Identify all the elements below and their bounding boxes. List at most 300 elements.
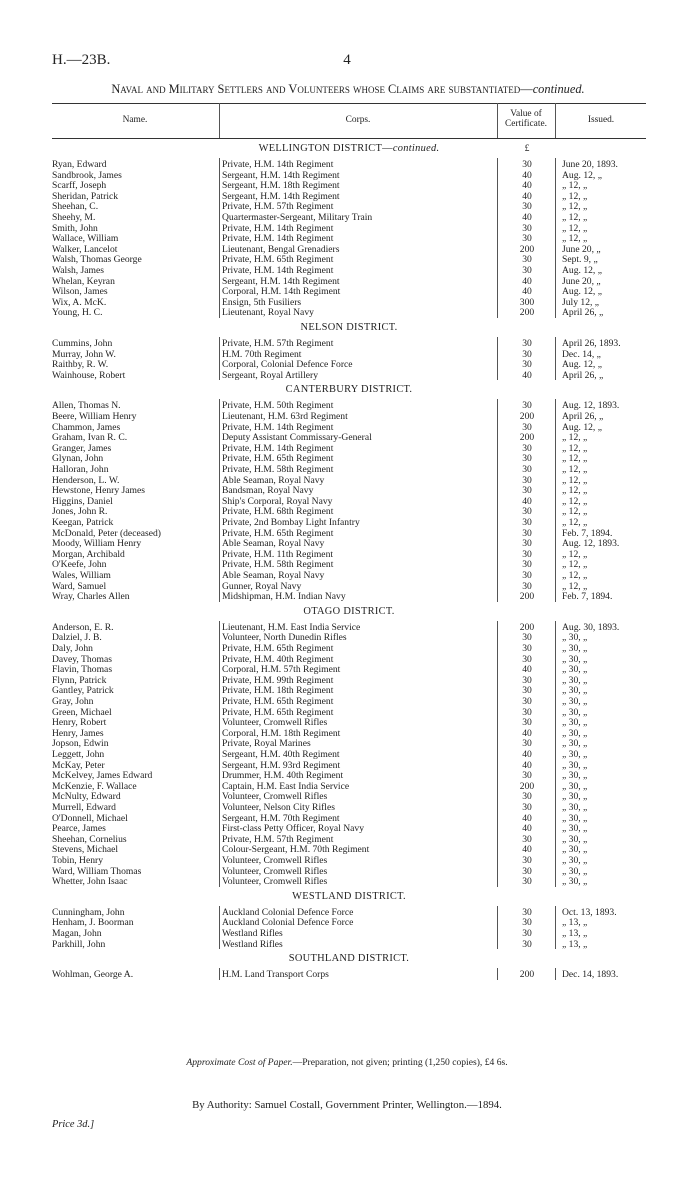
issued-date: „ 30, „: [562, 876, 588, 888]
certificate-value: 30: [522, 400, 532, 412]
issued-date: „ 30, „: [562, 632, 588, 644]
issued-date: „ 30, „: [562, 812, 588, 824]
issued-date: „ 30, „: [562, 770, 588, 782]
col-divider: [555, 906, 556, 949]
certificate-value: 30: [522, 453, 532, 465]
table-row: [52, 212, 646, 223]
certificate-value: 40: [522, 180, 532, 192]
table-row: [52, 528, 646, 539]
corps-cell: Private, H.M. 14th Regiment: [222, 442, 334, 454]
district-title: WESTLAND DISTRICT.: [292, 890, 406, 902]
certificate-value: 40: [522, 275, 532, 287]
certificate-value: 30: [522, 770, 532, 782]
certificate-value: 30: [522, 632, 532, 644]
issued-date: „ 30, „: [562, 664, 588, 676]
col-divider: [497, 337, 498, 380]
corps-cell: Auckland Colonial Defence Force: [222, 906, 354, 918]
corps-cell: Private, H.M. 50th Regiment: [222, 400, 334, 412]
certificate-value: 40: [522, 727, 532, 739]
col-divider: [497, 399, 498, 601]
corps-cell: Private, Royal Marines: [222, 738, 311, 750]
issued-date: Feb. 7, 1894.: [562, 527, 613, 539]
certificate-value: 30: [522, 580, 532, 592]
corps-cell: Colour-Sergeant, H.M. 70th Regiment: [222, 844, 370, 856]
corps-cell: Private, H.M. 65th Regiment: [222, 643, 334, 654]
settler-name: Cunningham, John: [52, 906, 125, 918]
col-divider: [555, 337, 556, 380]
corps-cell: Gunner, Royal Navy: [222, 580, 302, 592]
table-row: [52, 233, 646, 244]
corps-cell: Volunteer, Cromwell Rifles: [222, 717, 328, 729]
corps-cell: Sergeant, H.M. 14th Regiment: [222, 169, 340, 181]
certificate-value: 30: [522, 717, 532, 729]
col-divider: [219, 906, 220, 949]
table-row: [52, 349, 646, 360]
corps-cell: Ensign, 5th Fusiliers: [222, 296, 302, 308]
certificate-value: 30: [522, 653, 532, 665]
corps-cell: Sergeant, H.M. 18th Regiment: [222, 180, 340, 192]
settler-name: Parkhill, John: [52, 938, 106, 950]
settler-name: Granger, James: [52, 442, 112, 454]
table-row: [52, 876, 646, 887]
corps-cell: Westland Rifles: [222, 938, 283, 950]
corps-cell: Private, H.M. 57th Regiment: [222, 338, 334, 349]
col-divider: [219, 337, 220, 380]
certificate-value: 40: [522, 812, 532, 824]
certificate-value: 30: [522, 865, 532, 877]
corps-cell: Private, H.M. 65th Regiment: [222, 453, 334, 465]
table-row: [52, 475, 646, 486]
table-row: [52, 453, 646, 464]
caption-continued: continued.: [532, 82, 585, 96]
corps-cell: Sergeant, H.M. 14th Regiment: [222, 275, 340, 287]
issued-date: „ 30, „: [562, 685, 588, 697]
corps-cell: Private, H.M. 57th Regiment: [222, 833, 334, 845]
issued-date: „ 30, „: [562, 802, 588, 813]
settler-name: Scarff, Joseph: [52, 180, 107, 192]
table-row: [52, 223, 646, 234]
table-row: [52, 738, 646, 749]
issued-date: „ 12, „: [562, 474, 588, 486]
col-divider: [219, 158, 220, 318]
col-divider: [497, 103, 498, 138]
district-title: NELSON DISTRICT.: [300, 322, 398, 333]
settler-name: Allen, Thomas N.: [52, 400, 121, 412]
printer-authority: By Authority: Samuel Costall, Government Printer, Wellington.—1894.: [192, 1099, 502, 1111]
settler-name: Ward, Samuel: [52, 580, 107, 592]
certificate-value: 30: [522, 421, 532, 433]
issued-date: „ 30, „: [562, 706, 588, 718]
settler-name: Gray, John: [52, 696, 94, 707]
issued-date: „ 12, „: [562, 559, 588, 571]
certificate-value: 30: [522, 791, 532, 803]
certificate-value: 30: [522, 254, 532, 266]
issued-date: Aug. 12, „: [562, 169, 602, 181]
issued-date: „ 30, „: [562, 727, 588, 739]
table-row: [52, 581, 646, 592]
corps-cell: Lieutenant, H.M. East India Service: [222, 621, 361, 633]
table-row: [52, 254, 646, 265]
settler-name: Stevens, Michael: [52, 844, 119, 856]
issued-date: April 26, 1893.: [562, 338, 621, 349]
issued-date: June 20, „: [562, 243, 601, 255]
corps-cell: Midshipman, H.M. Indian Navy: [222, 591, 346, 603]
settler-name: McKay, Peter: [52, 759, 105, 771]
issued-date: Aug. 12, „: [562, 359, 602, 371]
settler-name: Green, Michael: [52, 706, 112, 718]
certificate-value: 30: [522, 201, 532, 213]
table-row: [52, 917, 646, 928]
issued-date: „ 30, „: [562, 759, 588, 771]
certificate-value: 30: [522, 517, 532, 528]
page-header: [52, 52, 642, 72]
table-row: [52, 276, 646, 287]
corps-cell: Corporal, Colonial Defence Force: [222, 359, 353, 371]
col-divider: [219, 399, 220, 601]
table-top-rule: [52, 103, 646, 104]
settler-name: Sheridan, Patrick: [52, 190, 119, 202]
certificate-value: 30: [522, 348, 532, 360]
issued-date: „ 12, „: [562, 485, 588, 497]
table-row: [52, 813, 646, 824]
table-row: [52, 359, 646, 370]
settler-name: Smith, John: [52, 222, 98, 234]
page-number: 4: [343, 52, 351, 68]
col-header-issued: Issued.: [587, 115, 615, 125]
settler-name: Henderson, L. W.: [52, 474, 120, 486]
settler-name: Wales, William: [52, 570, 111, 581]
corps-cell: Private, H.M. 14th Regiment: [222, 421, 334, 433]
table-row: [52, 201, 646, 212]
issued-date: Aug. 30, 1893.: [562, 621, 620, 633]
corps-cell: Lieutenant, Bengal Grenadiers: [222, 243, 340, 255]
table-row: [52, 855, 646, 866]
corps-cell: H.M. 70th Regiment: [222, 348, 302, 360]
certificate-value: 30: [522, 538, 532, 550]
table-row: [52, 770, 646, 781]
certificate-value: 200: [519, 432, 535, 444]
certificate-value: 200: [519, 969, 535, 981]
issued-date: Aug. 12, 1893.: [562, 538, 620, 550]
certificate-value: 40: [522, 286, 532, 298]
district-title: SOUTHLAND DISTRICT.: [288, 953, 410, 965]
corps-cell: Private, H.M. 14th Regiment: [222, 233, 334, 245]
settler-name: Wilson, James: [52, 286, 108, 298]
issued-date: „ 12, „: [562, 548, 588, 560]
corps-cell: Sergeant, H.M. 40th Regiment: [222, 749, 340, 760]
issued-date: June 20, „: [562, 275, 601, 287]
settler-name: Tobin, Henry: [52, 855, 104, 866]
settler-name: O'Keefe, John: [52, 559, 107, 571]
issued-date: April 26, „: [562, 307, 604, 319]
issued-date: „ 13, „: [562, 917, 588, 929]
settler-name: Moody, William Henry: [52, 538, 142, 550]
price-note: Price 3d.]: [52, 1119, 95, 1130]
certificate-value: 30: [522, 159, 532, 170]
corps-cell: Auckland Colonial Defence Force: [222, 917, 354, 929]
certificate-value: 200: [519, 780, 535, 792]
issued-date: „ 12, „: [562, 201, 588, 213]
issued-date: „ 12, „: [562, 432, 588, 444]
district-heading: [52, 384, 646, 395]
settler-name: McKelvey, James Edward: [52, 770, 153, 782]
table-row: [52, 781, 646, 792]
table-row: [52, 728, 646, 739]
table-row: [52, 834, 646, 845]
certificate-value: 30: [522, 359, 532, 371]
certificate-value: 30: [522, 855, 532, 866]
corps-cell: Private, H.M. 58th Regiment: [222, 464, 334, 475]
table-row: [52, 517, 646, 528]
certificate-value: 40: [522, 495, 532, 507]
table-row: [52, 180, 646, 191]
issued-date: „ 12, „: [562, 495, 588, 507]
cost-label: Approximate Cost of Paper.: [186, 1057, 293, 1068]
issued-date: „ 30, „: [562, 833, 588, 845]
table-row: [52, 338, 646, 349]
table-row: [52, 307, 646, 318]
table-row: [52, 907, 646, 918]
district-heading: [52, 606, 646, 617]
table-row: [52, 496, 646, 507]
table-row: [52, 422, 646, 433]
settler-name: McDonald, Peter (deceased): [52, 527, 161, 539]
certificate-value: 40: [522, 369, 532, 381]
table-row: [52, 696, 646, 707]
issued-date: „ 13, „: [562, 938, 588, 950]
issued-date: „ 30, „: [562, 855, 588, 866]
issued-date: „ 12, „: [562, 180, 588, 192]
certificate-value: 30: [522, 222, 532, 234]
settler-name: Henry, Robert: [52, 717, 107, 729]
corps-cell: Private, H.M. 58th Regiment: [222, 559, 334, 571]
table-row: [52, 928, 646, 939]
corps-cell: Private, H.M. 65th Regiment: [222, 527, 334, 539]
corps-cell: Private, H.M. 14th Regiment: [222, 159, 334, 170]
certificate-value: 40: [522, 823, 532, 835]
settler-name: Jopson, Edwin: [52, 738, 109, 750]
corps-cell: Lieutenant, H.M. 63rd Regiment: [222, 411, 348, 422]
corps-cell: Able Seaman, Royal Navy: [222, 538, 325, 550]
settler-name: Henry, James: [52, 727, 104, 739]
issued-date: „ 12, „: [562, 222, 588, 234]
settler-name: Walker, Lancelot: [52, 243, 118, 255]
table-row: [52, 969, 646, 980]
certificate-value: 40: [522, 844, 532, 856]
settler-name: Dalziel, J. B.: [52, 632, 102, 644]
table-row: [52, 707, 646, 718]
table-row: [52, 506, 646, 517]
settler-name: Halloran, John: [52, 464, 109, 475]
corps-cell: Private, H.M. 40th Regiment: [222, 653, 334, 665]
col-divider: [219, 103, 220, 138]
certificate-value: 200: [519, 621, 535, 633]
table-row: [52, 622, 646, 633]
table-row: [52, 823, 646, 834]
issued-date: „ 12, „: [562, 464, 588, 475]
settler-name: Sheehan, C.: [52, 201, 99, 213]
settler-name: Sandbrook, James: [52, 169, 122, 181]
issued-date: „ 30, „: [562, 674, 588, 686]
table-row: [52, 191, 646, 202]
corps-cell: H.M. Land Transport Corps: [222, 969, 329, 981]
table-row: [52, 643, 646, 654]
issued-date: April 26, „: [562, 411, 604, 422]
settler-name: Leggett, John: [52, 749, 105, 760]
corps-cell: Sergeant, H.M. 14th Regiment: [222, 190, 340, 202]
certificate-value: 30: [522, 706, 532, 718]
issued-date: „ 30, „: [562, 749, 588, 760]
certificate-value: 30: [522, 928, 532, 939]
settler-name: Ward, William Thomas: [52, 865, 142, 877]
corps-cell: Private, H.M. 65th Regiment: [222, 696, 334, 707]
settler-name: Anderson, E. R.: [52, 621, 114, 633]
table-row: [52, 591, 646, 602]
settler-name: Walsh, Thomas George: [52, 254, 142, 266]
issued-date: „ 12, „: [562, 453, 588, 465]
col-header-value: Value of Certificate.: [505, 109, 547, 129]
settler-name: Gantley, Patrick: [52, 685, 114, 697]
district-heading: [52, 953, 646, 964]
settler-name: Wray, Charles Allen: [52, 591, 130, 603]
certificate-value: 30: [522, 643, 532, 654]
settler-name: Sheehy, M.: [52, 212, 96, 223]
corps-cell: Private, H.M. 14th Regiment: [222, 265, 334, 276]
issued-date: „ 30, „: [562, 823, 588, 835]
table-row: [52, 791, 646, 802]
certificate-value: 40: [522, 664, 532, 676]
issued-date: „ 12, „: [562, 212, 588, 223]
settler-name: Glynan, John: [52, 453, 104, 465]
corps-cell: Private, 2nd Bombay Light Infantry: [222, 517, 360, 528]
settler-name: Magan, John: [52, 928, 102, 939]
issued-date: July 12, „: [562, 296, 600, 308]
issued-date: „ 12, „: [562, 580, 588, 592]
certificate-value: 30: [522, 548, 532, 560]
certificate-value: 200: [519, 411, 535, 422]
issued-date: Dec. 14, „: [562, 348, 601, 360]
issued-date: April 26, „: [562, 369, 604, 381]
certificate-value: 30: [522, 506, 532, 518]
issued-date: Aug. 12, „: [562, 421, 602, 433]
district-title: OTAGO DISTRICT.: [303, 605, 395, 617]
issued-date: June 20, 1893.: [562, 159, 618, 170]
settler-name: Murrell, Edward: [52, 802, 116, 813]
settler-name: Daly, John: [52, 643, 93, 654]
corps-cell: Sergeant, Royal Artillery: [222, 369, 319, 381]
col-header-name: Name.: [122, 115, 148, 125]
issued-date: „ 30, „: [562, 738, 588, 750]
settler-name: Flynn, Patrick: [52, 674, 107, 686]
district-title-suffix: continued.: [392, 143, 440, 154]
col-divider: [497, 906, 498, 949]
settler-name: Cummins, John: [52, 338, 113, 349]
settler-name: Wallace, William: [52, 233, 119, 245]
certificate-value: 30: [522, 738, 532, 750]
corps-cell: Volunteer, Cromwell Rifles: [222, 876, 328, 888]
certificate-value: 30: [522, 338, 532, 349]
settler-name: Murray, John W.: [52, 348, 116, 360]
corps-cell: Private, H.M. 68th Regiment: [222, 506, 334, 518]
settler-name: O'Donnell, Michael: [52, 812, 128, 824]
issued-date: „ 30, „: [562, 844, 588, 856]
table-row: [52, 802, 646, 813]
certificate-value: 40: [522, 759, 532, 771]
corps-cell: Corporal, H.M. 18th Regiment: [222, 727, 341, 739]
settler-name: Pearce, James: [52, 823, 106, 835]
issued-date: „ 30, „: [562, 696, 588, 707]
corps-cell: Westland Rifles: [222, 928, 283, 939]
corps-cell: Private, H.M. 65th Regiment: [222, 706, 334, 718]
issued-date: „ 12, „: [562, 506, 588, 518]
certificate-value: 30: [522, 485, 532, 497]
cost-note: [52, 1057, 642, 1068]
issued-date: „ 30, „: [562, 717, 588, 729]
certificate-value: 30: [522, 674, 532, 686]
table-row: [52, 538, 646, 549]
district-heading: [52, 322, 646, 333]
corps-cell: Volunteer, Nelson City Rifles: [222, 802, 335, 813]
issued-date: „ 30, „: [562, 643, 588, 654]
table-row: [52, 443, 646, 454]
issued-date: Aug. 12, 1893.: [562, 400, 620, 412]
certificate-value: 40: [522, 212, 532, 223]
settler-name: McNulty, Edward: [52, 791, 121, 803]
issued-date: „ 30, „: [562, 865, 588, 877]
corps-cell: Volunteer, Cromwell Rifles: [222, 791, 328, 803]
table-row: [52, 432, 646, 443]
settler-name: Higgins, Daniel: [52, 495, 113, 507]
settler-name: Morgan, Archibald: [52, 548, 125, 560]
settler-name: Young, H. C.: [52, 307, 103, 319]
settler-name: Beere, William Henry: [52, 411, 137, 422]
issued-date: Sept. 9, „: [562, 254, 598, 266]
settler-name: McKenzie, F. Wallace: [52, 780, 137, 792]
settler-name: Flavin, Thomas: [52, 664, 113, 676]
certificate-value: 200: [519, 243, 535, 255]
settler-name: Raithby, R. W.: [52, 359, 109, 371]
col-header-corps: Corps.: [345, 115, 371, 125]
corps-cell: Corporal, H.M. 57th Regiment: [222, 664, 341, 676]
certificate-value: 30: [522, 559, 532, 571]
settler-name: Walsh, James: [52, 265, 104, 276]
table-row: [52, 675, 646, 686]
corps-cell: Ship's Corporal, Royal Navy: [222, 495, 333, 507]
settler-name: Wohlman, George A.: [52, 969, 134, 981]
district-heading: [52, 891, 646, 902]
certificate-value: 30: [522, 265, 532, 276]
certificate-value: 30: [522, 906, 532, 918]
table-row: [52, 654, 646, 665]
issued-date: Dec. 14, 1893.: [562, 969, 619, 981]
table-row: [52, 939, 646, 950]
settler-name: Davey, Thomas: [52, 653, 112, 665]
col-divider: [497, 621, 498, 887]
cost-text: —Preparation, not given; printing (1,250 copies), £4 6s.: [292, 1057, 508, 1068]
col-divider: [219, 621, 220, 887]
table-row: [52, 286, 646, 297]
caption-main: Naval and Military Settlers and Volunteers whose Claims are substantiated—: [111, 82, 533, 96]
table-row: [52, 485, 646, 496]
corps-cell: Able Seaman, Royal Navy: [222, 474, 325, 486]
corps-cell: Private, H.M. 65th Regiment: [222, 254, 334, 266]
table-row: [52, 570, 646, 581]
issued-date: „ 13, „: [562, 928, 588, 939]
issued-date: „ 12, „: [562, 517, 588, 528]
corps-cell: Bandsman, Royal Navy: [222, 485, 314, 497]
corps-cell: Private, H.M. 57th Regiment: [222, 201, 334, 213]
district-title: WELLINGTON DISTRICT—: [258, 143, 393, 154]
